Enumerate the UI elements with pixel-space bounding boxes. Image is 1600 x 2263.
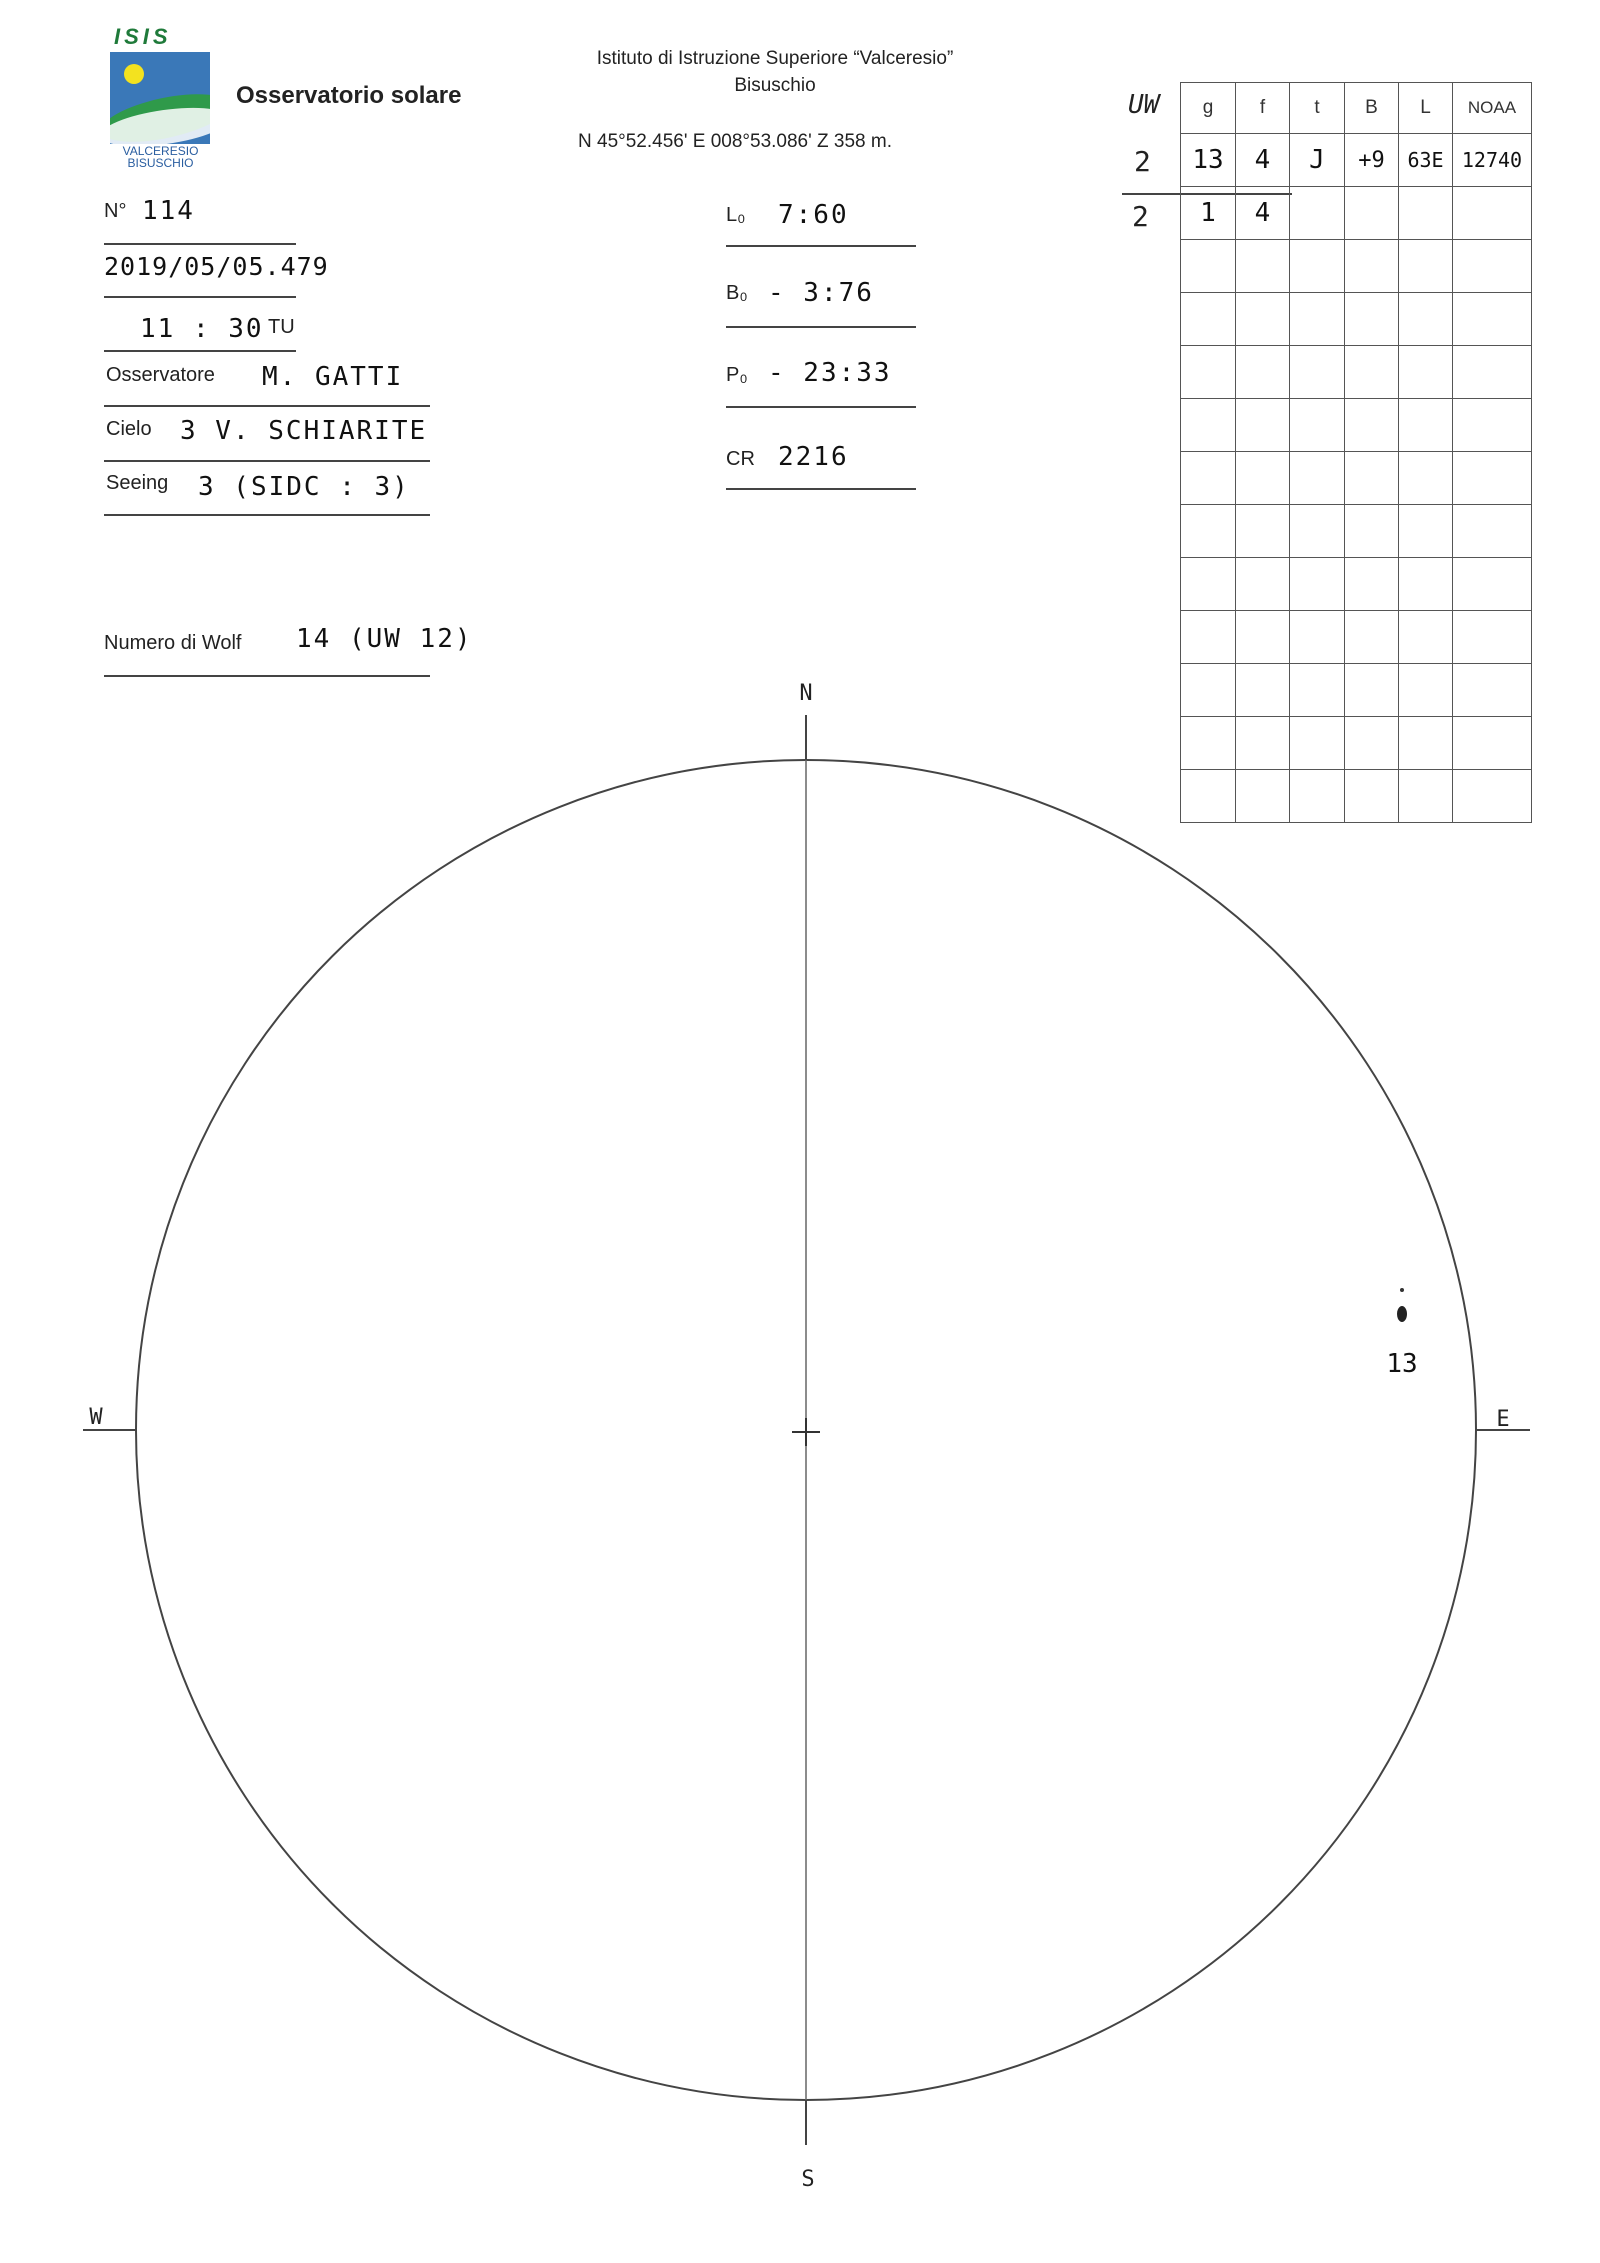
- institute-name: Istituto di Istruzione Superiore “Valceresio”: [596, 48, 954, 69]
- p0-label: P₀: [726, 364, 748, 386]
- wolf-number-value: 14 (UW 12): [296, 624, 473, 654]
- logo-caption-2: BISUSCHIO: [127, 156, 194, 170]
- b0-label: B₀: [726, 282, 748, 304]
- number-label: N°: [104, 200, 127, 222]
- sky-label: Cielo: [106, 418, 152, 440]
- site-coordinates: N 45°52.456' E 008°53.086' Z 358 m.: [578, 131, 892, 152]
- time-unit: TU: [268, 316, 295, 338]
- sunspot-main: [1397, 1306, 1407, 1322]
- header-noaa: NOAA: [1453, 83, 1532, 134]
- number-value: 114: [142, 196, 195, 226]
- header-b: B: [1345, 83, 1399, 134]
- west-label: W: [89, 1405, 103, 1430]
- b0-value: - 3:76: [768, 278, 874, 308]
- cell-g: 1: [1181, 187, 1236, 240]
- time-value: 11 : 30: [140, 314, 264, 344]
- date-value: 2019/05/05.479: [104, 252, 329, 281]
- logo-caption-1: VALCERESIO: [122, 144, 199, 158]
- uw-row-2: 2: [1132, 200, 1149, 233]
- seeing-value: 3 (SIDC : 3): [198, 472, 410, 502]
- cell-l: 63E: [1399, 134, 1453, 187]
- cell-t: J: [1290, 134, 1345, 187]
- cell-f: 4: [1236, 187, 1290, 240]
- p0-value: - 23:33: [768, 358, 892, 388]
- cell-g: 13: [1181, 134, 1236, 187]
- south-label: S: [801, 2167, 815, 2192]
- l0-label: L₀: [726, 204, 746, 226]
- header-g: g: [1181, 83, 1236, 134]
- cell-f: 4: [1236, 134, 1290, 187]
- institute-town: Bisuschio: [734, 75, 816, 96]
- cell-noaa: 12740: [1453, 134, 1532, 187]
- logo-wordmark: ISIS: [114, 24, 172, 49]
- sunspot-pore: [1400, 1288, 1404, 1292]
- header-f: f: [1236, 83, 1290, 134]
- carrington-label: CR: [726, 448, 755, 470]
- observer-value: M. GATTI: [262, 362, 404, 392]
- north-label: N: [799, 681, 813, 706]
- wolf-number-label: Numero di Wolf: [104, 632, 242, 654]
- observer-label: Osservatore: [106, 364, 215, 386]
- sunspot-group-label: 13: [1386, 1349, 1418, 1379]
- header-t: t: [1290, 83, 1345, 134]
- seeing-label: Seeing: [106, 472, 169, 494]
- east-label: E: [1496, 1407, 1510, 1432]
- header-l: L: [1399, 83, 1453, 134]
- uw-column-header: UW: [1128, 90, 1160, 120]
- observatory-title: Osservatorio solare: [236, 82, 462, 109]
- uw-row-1: 2: [1134, 145, 1151, 178]
- sky-value: 3 V. SCHIARITE: [180, 416, 428, 446]
- carrington-value: 2216: [778, 442, 849, 472]
- cell-b: +9: [1345, 134, 1399, 187]
- l0-value: 7:60: [778, 200, 849, 230]
